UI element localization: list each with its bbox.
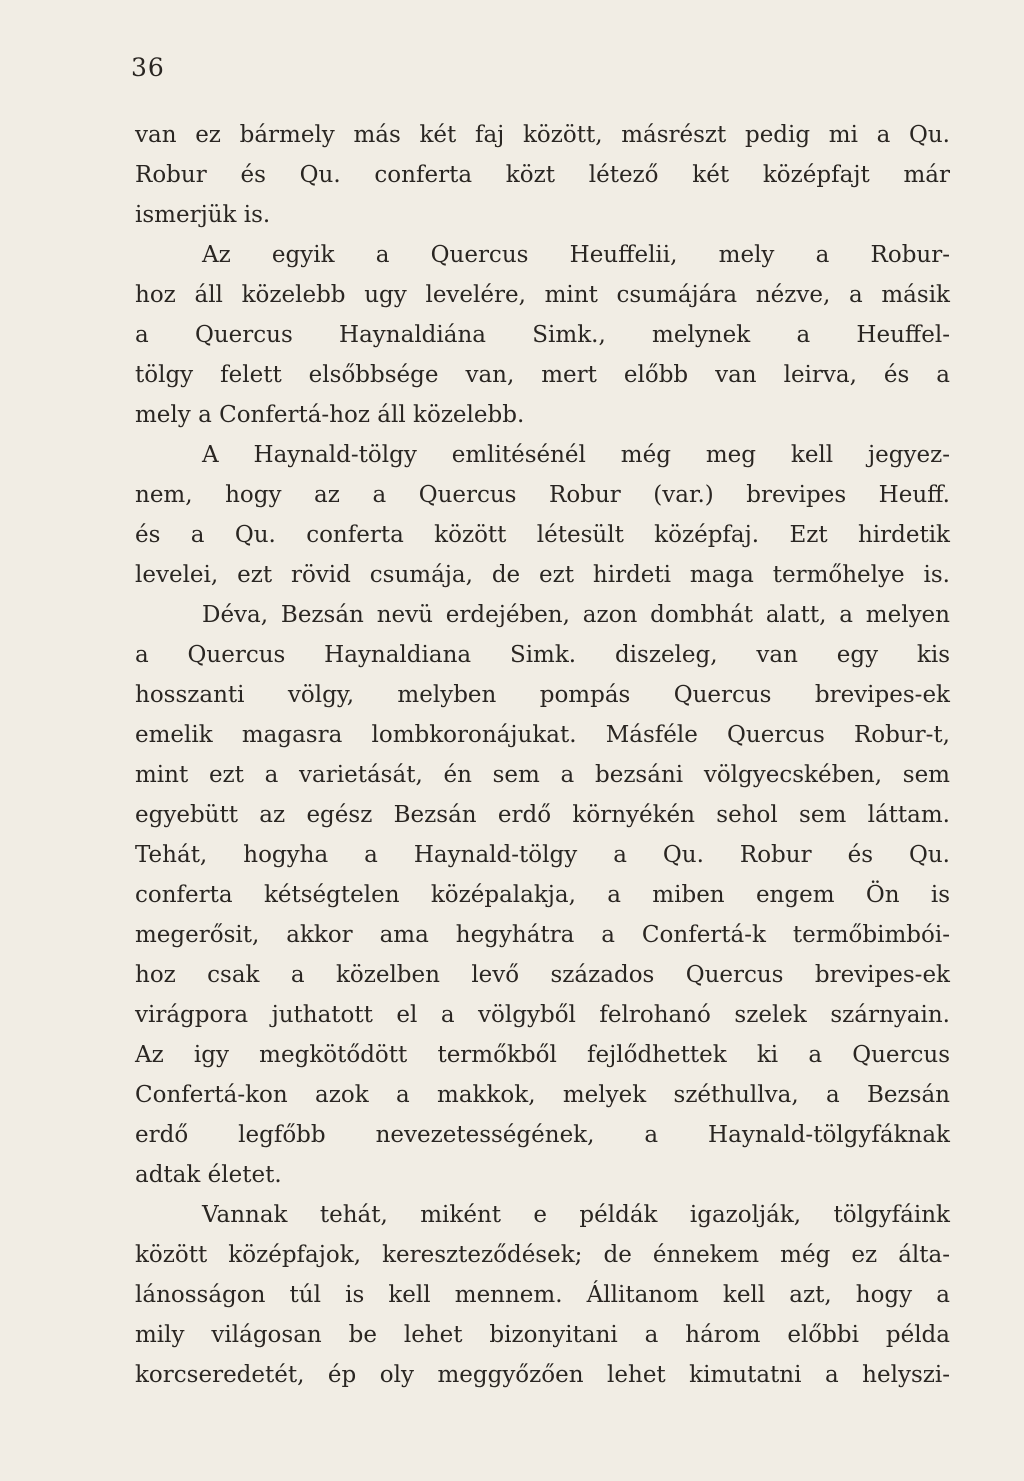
text-line: emelik magasra lombkoronájukat. Másféle Quercus Robur-t, (135, 722, 950, 748)
text-line: Robur és Qu. conferta közt létező két középfajt már (135, 162, 950, 188)
text-line: korcseredetét, ép oly meggyőzően lehet kimutatni a helyszi- (135, 1362, 950, 1388)
text-line: Confertá-kon azok a makkok, melyek széthullva, a Bezsán (135, 1082, 950, 1108)
text-line: lánosságon túl is kell mennem. Állitanom kell azt, hogy a (135, 1282, 950, 1308)
text-line: adtak életet. (135, 1162, 282, 1188)
text-line: egyebütt az egész Bezsán erdő környékén sehol sem láttam. (135, 802, 950, 828)
text-line: mely a Confertá-hoz áll közelebb. (135, 402, 525, 428)
text-line: a Quercus Haynaldiana Simk. diszeleg, van egy kis (135, 642, 950, 668)
text-line: között középfajok, kereszteződések; de énnekem még ez álta- (135, 1242, 950, 1268)
text-line: és a Qu. conferta között létesült középfaj. Ezt hirdetik (135, 522, 950, 548)
text-line: Vannak tehát, miként e példák igazolják, tölgyfáink (202, 1202, 950, 1228)
text-line: virágpora juthatott el a völgyből felrohanó szelek szárnyain. (135, 1002, 950, 1028)
text-line: nem, hogy az a Quercus Robur (var.) brevipes Heuff. (135, 482, 950, 508)
text-line: Déva, Bezsán nevü erdejében, azon dombhát alatt, a melyen (202, 602, 950, 628)
text-line: van ez bármely más két faj között, másrészt pedig mi a Qu. (135, 122, 950, 148)
text-line: Tehát, hogyha a Haynald-tölgy a Qu. Robur és Qu. (135, 842, 950, 868)
text-line: mily világosan be lehet bizonyitani a három előbbi példa (135, 1322, 950, 1348)
text-line: erdő legfőbb nevezetességének, a Haynald-tölgyfáknak (135, 1122, 950, 1148)
text-line: conferta kétségtelen középalakja, a miben engem Ön is (135, 882, 950, 908)
text-line: hoz csak a közelben levő százados Quercus brevipes-ek (135, 962, 950, 988)
text-line: hosszanti völgy, melyben pompás Quercus brevipes-ek (135, 682, 950, 708)
text-line: Az igy megkötődött termőkből fejlődhettek ki a Quercus (135, 1042, 950, 1068)
text-line: levelei, ezt rövid csumája, de ezt hirdeti maga termőhelye is. (135, 562, 950, 588)
text-line: megerősit, akkor ama hegyhátra a Confertá-k termőbimbói- (135, 922, 950, 948)
text-line: Az egyik a Quercus Heuffelii, mely a Robur- (202, 242, 950, 268)
text-line: mint ezt a varietását, én sem a bezsáni völgyecskében, sem (135, 762, 950, 788)
text-line: a Quercus Haynaldiána Simk., melynek a Heuffel- (135, 322, 950, 348)
text-line: tölgy felett elsőbbsége van, mert előbb van leirva, és a (135, 362, 950, 388)
text-line: A Haynald-tölgy emlitésénél még meg kell jegyez- (202, 442, 950, 468)
text-line: ismerjük is. (135, 202, 271, 228)
page-number: 36 (131, 53, 165, 82)
text-line: hoz áll közelebb ugy levelére, mint csumájára nézve, a másik (135, 282, 950, 308)
